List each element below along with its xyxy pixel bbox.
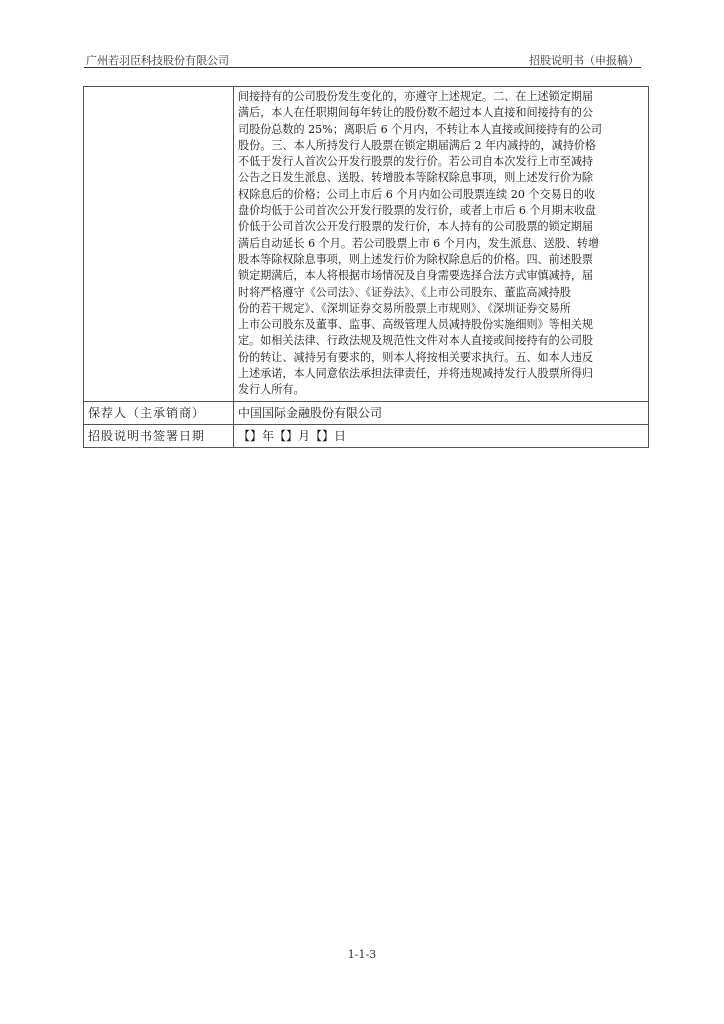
header-divider [84,67,641,68]
paragraph-line: 司股份总数的 25%；离职后 6 个月内，不转让本人直接或间接持有的公司 [238,122,603,136]
page-number: 1-1-3 [347,948,377,961]
paragraph-line: 盘价均低于公司首次公开发行股票的发行价，或者上市后 6 个月期末收盘 [238,204,597,218]
commitment-text-cell [234,87,649,402]
table-row [84,87,649,402]
table-row [84,401,649,424]
signing-date-label: 招股说明书签署日期 [84,424,234,447]
paragraph-line: 间接持有的公司股份发生变化的，亦遵守上述规定。二、在上述锁定期届 [238,90,594,103]
paragraph-line: 股本等除权除息事项，则上述发行价为除权除息后的价格。四、前述股票 [238,252,594,266]
company-name: 广州若羽臣科技股份有限公司 [86,54,229,67]
paragraph-line: 股份。三、本人所持发行人股票在锁定期届满后 2 年内减持的，减持价格 [238,138,597,152]
sponsor-value: 中国国际金融股份有限公司 [234,401,649,424]
paragraph-line: 上市公司股东及董事、监事、高级管理人员减持股份实施细则》等相关规 [238,318,594,332]
commitment-paragraph [238,87,648,401]
sponsor-label: 保荐人（主承销商） [84,401,234,424]
commitment-table [83,86,649,448]
paragraph-line: 锁定期满后，本人将根据市场情况及自身需要选择合法方式审慎减持，届 [238,269,594,283]
paragraph-line: 权除息后的价格；公司上市后 6 个月内如公司股票连续 20 个交易日的收 [238,187,596,201]
paragraph-line: 价低于公司首次公开发行股票的发行价，本人持有的公司股票的锁定期届 [238,220,594,234]
paragraph-line: 发行人所有。 [238,383,305,397]
document-type: 招股说明书（申报稿） [529,54,639,67]
paragraph-line: 满后，本人在任职期间每年转让的股份数不超过本人直接和间接持有的公 [238,106,594,120]
paragraph-line: 份的转让、减持另有要求的，则本人将按相关要求执行。五、如本人违反 [238,350,594,364]
paragraph-line: 满后自动延长 6 个月。若公司股票上市 6 个月内，发生派息、送股、转增 [238,236,600,250]
signing-date-value: 【】年【】月【】日 [234,424,649,447]
paragraph-line: 上述承诺，本人同意依法承担法律责任，并将违规减持发行人股票所得归 [238,367,594,381]
page-header [84,50,641,68]
paragraph-line: 份的若干规定》、《深圳证券交易所股票上市规则》、《深圳证券交易所 [238,301,571,315]
paragraph-line: 公告之日发生派息、送股、转增股本等除权除息事项，则上述发行价为除 [238,171,594,185]
paragraph-line: 时将严格遵守《公司法》、《证券法》、《上市公司股东、董监高减持股 [238,285,571,299]
paragraph-line: 定。如相关法律、行政法规及规范性文件对本人直接或间接持有的公司股 [238,334,594,348]
row-label-empty [84,87,234,402]
paragraph-line: 不低于发行人首次公开发行股票的发行价。若公司自本次发行上市至减持 [238,155,594,169]
table-row [84,424,649,447]
